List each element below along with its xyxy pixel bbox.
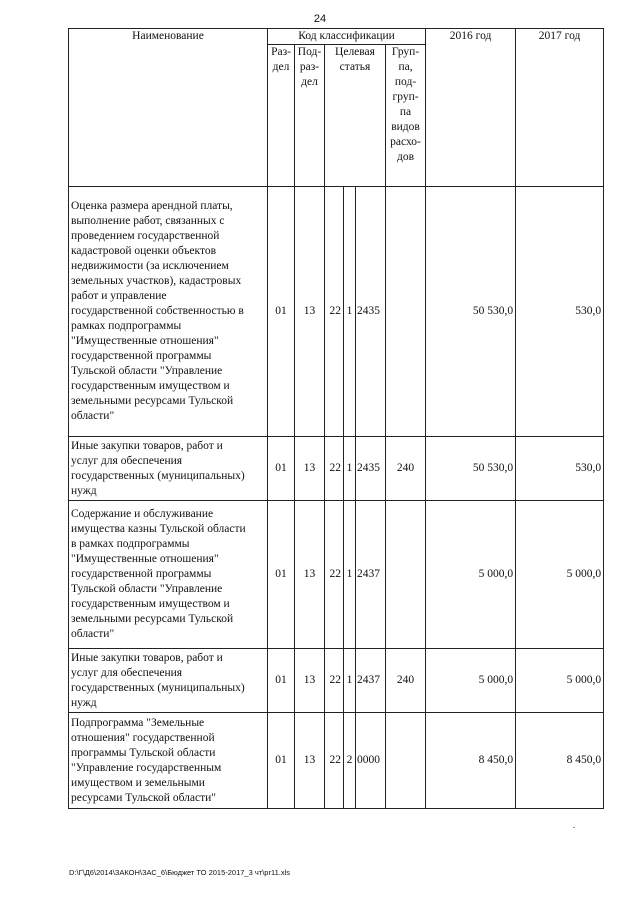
header-target-article: Целевая статья <box>325 45 386 187</box>
scan-dot <box>573 827 575 828</box>
row-amount-2017: 530,0 <box>516 437 604 501</box>
row-name: Иные закупки товаров, работ и услуг для обеспечения государственных (муниципальных) нужд <box>69 437 268 501</box>
row-program: 22 <box>325 501 344 649</box>
row-name: Оценка размера арендной платы, выполнение работ, связанных с проведением государственной кадастровой оценки объектов недвижимости (за исключением земельных участков), кадастровых работ и управление государственной собственностью в рамках подпрограммы "Имущественные отношения" государственной программы Тульской области "Управление государственным имуществом и земельными ресурсами Тульской области" <box>69 187 268 437</box>
table-row <box>69 713 604 809</box>
row-subsection: 13 <box>295 501 325 649</box>
row-program: 22 <box>325 649 344 713</box>
header-year-2017: 2017 год <box>516 29 604 187</box>
table-row <box>69 501 604 649</box>
row-amount-2017: 5 000,0 <box>516 501 604 649</box>
row-expense-group <box>386 713 426 809</box>
row-name: Подпрограмма "Земельные отношения" государственной программы Тульской области "Управление государственным имуществом и земельными ресурсами Тульской области" <box>69 713 268 809</box>
header-name: Наименование <box>69 29 268 187</box>
row-expense-group <box>386 501 426 649</box>
row-subprogram: 1 <box>344 437 356 501</box>
row-section: 01 <box>268 649 295 713</box>
table-row <box>69 649 604 713</box>
table-row <box>69 437 604 501</box>
header-section: Раз- дел <box>268 45 295 187</box>
row-article: 2437 <box>356 501 386 649</box>
row-subsection: 13 <box>295 437 325 501</box>
row-program: 22 <box>325 713 344 809</box>
page-number: 24 <box>313 13 327 25</box>
row-amount-2017: 5 000,0 <box>516 649 604 713</box>
budget-table <box>68 28 604 809</box>
header-expense-group: Груп- па, под- груп- па видов расхо- дов <box>386 45 426 187</box>
row-program: 22 <box>325 437 344 501</box>
row-subsection: 13 <box>295 187 325 437</box>
row-amount-2016: 50 530,0 <box>426 437 516 501</box>
row-article: 2437 <box>356 649 386 713</box>
row-subprogram: 1 <box>344 649 356 713</box>
header-year-2016: 2016 год <box>426 29 516 187</box>
row-article: 2435 <box>356 187 386 437</box>
row-amount-2017: 8 450,0 <box>516 713 604 809</box>
row-section: 01 <box>268 713 295 809</box>
row-amount-2016: 8 450,0 <box>426 713 516 809</box>
table-row <box>69 187 604 437</box>
row-subsection: 13 <box>295 649 325 713</box>
row-article: 0000 <box>356 713 386 809</box>
row-section: 01 <box>268 437 295 501</box>
row-article: 2435 <box>356 437 386 501</box>
row-subprogram: 1 <box>344 187 356 437</box>
row-amount-2016: 5 000,0 <box>426 501 516 649</box>
row-expense-group: 240 <box>386 649 426 713</box>
row-subsection: 13 <box>295 713 325 809</box>
row-section: 01 <box>268 187 295 437</box>
row-amount-2016: 5 000,0 <box>426 649 516 713</box>
row-subprogram: 1 <box>344 501 356 649</box>
row-expense-group <box>386 187 426 437</box>
row-expense-group: 240 <box>386 437 426 501</box>
row-name: Содержание и обслуживание имущества казны Тульской области в рамках подпрограммы "Имущественные отношения" государственной программы Тульской области "Управление государственным имуществом и земельными ресурсами Тульской области" <box>69 501 268 649</box>
row-section: 01 <box>268 501 295 649</box>
row-name: Иные закупки товаров, работ и услуг для обеспечения государственных (муниципальных) нужд <box>69 649 268 713</box>
row-program: 22 <box>325 187 344 437</box>
row-subprogram: 2 <box>344 713 356 809</box>
row-amount-2017: 530,0 <box>516 187 604 437</box>
header-classification-code: Код классификации <box>268 29 426 45</box>
header-subsection: Под- раз- дел <box>295 45 325 187</box>
row-amount-2016: 50 530,0 <box>426 187 516 437</box>
footer-file-path: D:\Г\Д6\2014\ЗАКОН\ЗАС_6\Бюджет ТО 2015-2017_3 чт\pr11.xls <box>69 868 290 877</box>
